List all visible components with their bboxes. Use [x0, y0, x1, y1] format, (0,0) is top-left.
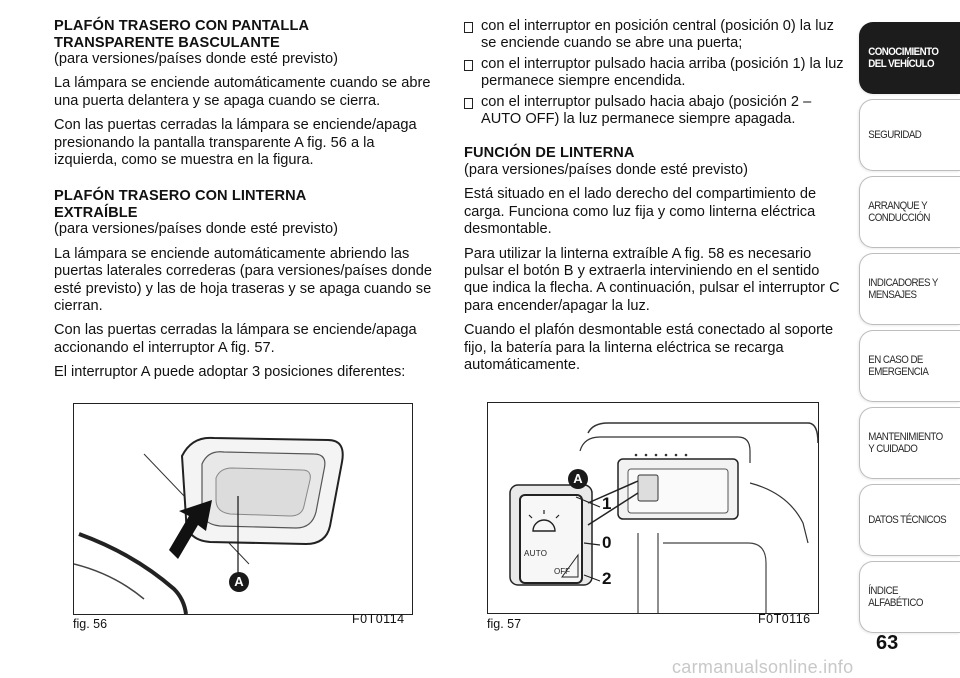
- section-title-plafon-pantalla: PLAFÓN TRASERO CON PANTALLA TRANSPARENTE BASCULANTE: [54, 18, 310, 51]
- tab-mantenimiento-y-cuidado[interactable]: MANTENIMIENTO Y CUIDADO: [859, 407, 960, 479]
- tab-indicadores-y-mensajes[interactable]: INDICADORES Y MENSAJES: [859, 253, 960, 325]
- figure-label: fig. 56: [73, 617, 108, 631]
- figure-code: F0T0114: [352, 612, 405, 626]
- tab-arranque-y-conduccion[interactable]: ARRANQUE Y CONDUCCIÓN: [859, 176, 960, 248]
- list-item: con el interruptor pulsado hacia abajo (posición 2 – AUTO OFF) la luz permanece siempre apagada.: [464, 94, 846, 129]
- checkbox-bullet-icon: [464, 22, 473, 33]
- figure-56: [73, 403, 413, 615]
- paragraph: Para utilizar la linterna extraíble A fig. 58 es necesario pulsar el botón B y extraerla interviniendo en el sentido que indica la flecha. A continuación, pulsar el interruptor C para encender/apagar la luz.: [464, 245, 840, 314]
- watermark: carmanualsonline.info: [672, 657, 854, 677]
- chapter-sidebar: [859, 22, 960, 638]
- paragraph: Con las puertas cerradas la lámpara se enciende/apaga accionando el interruptor A fig. 57.: [54, 322, 417, 356]
- paragraph: Está situado en el lado derecho del compartimiento de carga. Funciona como luz fija y como linterna eléctrica desmontable.: [464, 186, 817, 238]
- section-subtitle: (para versiones/países donde esté previsto): [464, 161, 748, 178]
- switch-label-off: OFF: [554, 567, 570, 576]
- list-item: con el interruptor pulsado hacia arriba (posición 1) la luz permanece siempre encendida.: [464, 56, 846, 91]
- checkbox-bullet-icon: [464, 98, 473, 109]
- tab-seguridad[interactable]: SEGURIDAD: [859, 99, 960, 171]
- list-item: con el interruptor en posición central (posición 0) la luz se enciende cuando se abre una puerta;: [464, 18, 846, 53]
- section-subtitle: (para versiones/países donde esté previsto): [54, 221, 338, 238]
- tab-datos-tecnicos[interactable]: DATOS TÉCNICOS: [859, 484, 960, 556]
- position-label-0: 0: [602, 533, 612, 552]
- left-column: [54, 18, 438, 389]
- paragraph: Cuando el plafón desmontable está conectado al soporte fijo, la batería para la linterna eléctrica se recarga automáticamente.: [464, 322, 834, 373]
- position-label-2: 2: [602, 569, 612, 588]
- figure-57: [487, 402, 819, 614]
- page-number: 63: [876, 632, 899, 654]
- tab-en-caso-de-emergencia[interactable]: EN CASO DE EMERGENCIA: [859, 330, 960, 402]
- callout-a: A: [568, 469, 588, 489]
- callout-a: A: [229, 572, 249, 592]
- paragraph: El interruptor A puede adoptar 3 posiciones diferentes:: [54, 364, 406, 381]
- switch-label-auto: AUTO: [524, 549, 548, 558]
- paragraph: Con las puertas cerradas la lámpara se enciende/apaga presionando la pantalla transparente A fig. 56 a la izquierda, como se muestra en la figura.: [54, 117, 417, 169]
- section-title-linterna: FUNCIÓN DE LINTERNA: [464, 145, 635, 162]
- position-label-1: 1: [602, 494, 612, 513]
- checkbox-bullet-icon: [464, 60, 473, 71]
- paragraph: La lámpara se enciende automáticamente cuando se abre una puerta delantera y se apaga cuando se cierra.: [54, 75, 431, 109]
- switch-illustration: [488, 403, 818, 613]
- figure-code: F0T0116: [758, 612, 811, 626]
- paragraph: La lámpara se enciende automáticamente abriendo las puertas laterales correderas (para versiones/países donde esté previsto) y las de hoja traseras y se apaga cuando se cierran.: [54, 245, 433, 315]
- section-subtitle: (para versiones/países donde esté previsto): [54, 51, 338, 67]
- right-column: [464, 18, 846, 381]
- position-list: [464, 18, 846, 128]
- section-title-plafon-linterna: PLAFÓN TRASERO CON LINTERNA EXTRAÍBLE: [54, 188, 307, 221]
- tab-indice-alfabetico[interactable]: ÍNDICE ALFABÉTICO: [859, 561, 960, 633]
- figure-label: fig. 57: [487, 617, 522, 631]
- tab-conocimiento-del-vehiculo[interactable]: CONOCIMIENTO DEL VEHÍCULO: [859, 22, 960, 94]
